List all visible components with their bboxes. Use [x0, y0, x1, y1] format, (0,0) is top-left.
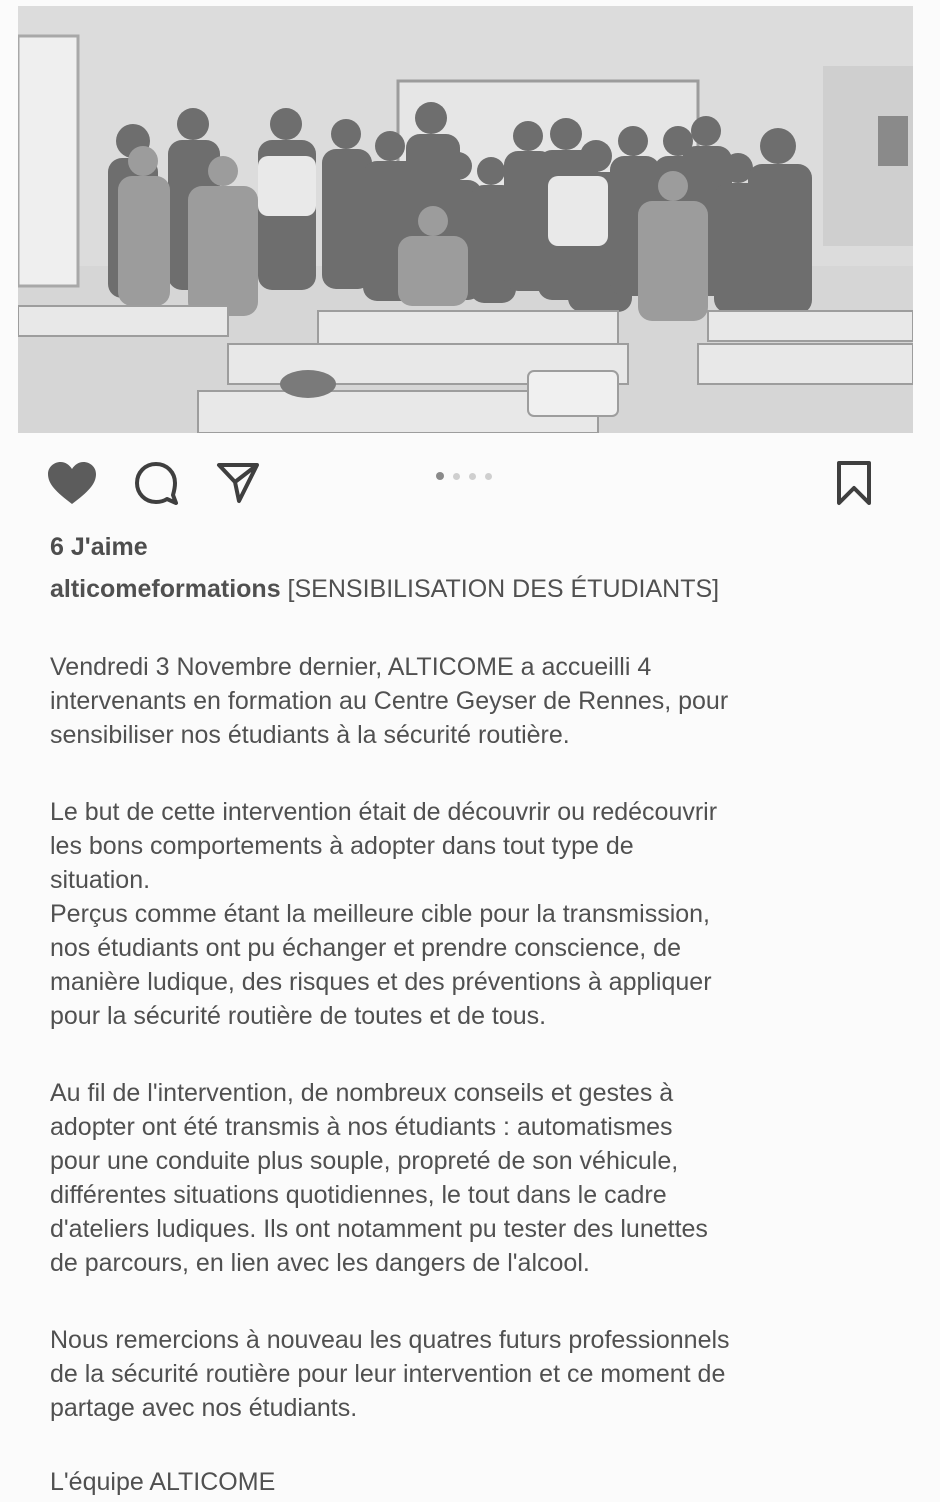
- save-button[interactable]: [826, 455, 882, 511]
- bookmark-icon: [835, 460, 873, 506]
- carousel-dot[interactable]: [469, 473, 476, 480]
- caption-line: intervenants en formation au Centre Geyser de Rennes, pour: [50, 687, 729, 715]
- caption-line: manière ludique, des risques et des préventions à appliquer: [50, 968, 712, 996]
- caption-line: partage avec nos étudiants.: [50, 1394, 358, 1422]
- caption-heading: [50, 575, 910, 604]
- caption-paragraph-3: [50, 1076, 910, 1280]
- caption-line: adopter ont été transmis à nos étudiants : automatismes: [50, 1113, 673, 1141]
- share-button[interactable]: [210, 455, 266, 511]
- heart-icon: [46, 460, 98, 506]
- like-button[interactable]: [44, 455, 100, 511]
- caption-line: Au fil de l'intervention, de nombreux conseils et gestes à: [50, 1079, 674, 1107]
- carousel-indicator: [436, 472, 492, 480]
- group-photo-illustration: [18, 6, 913, 433]
- caption-line: pour une conduite plus souple, propreté de son véhicule,: [50, 1147, 679, 1175]
- caption-line: Le but de cette intervention était de découvrir ou redécouvrir: [50, 798, 718, 826]
- send-icon: [215, 460, 261, 506]
- caption-line: les bons comportements à adopter dans tout type de: [50, 832, 634, 860]
- caption-line: Vendredi 3 Novembre dernier, ALTICOME a accueilli 4: [50, 653, 652, 681]
- caption-line: Nous remercions à nouveau les quatres futurs professionnels: [50, 1326, 730, 1354]
- username-link[interactable]: alticomeformations: [50, 575, 281, 603]
- caption-paragraph-1: [50, 650, 910, 752]
- caption-line: différentes situations quotidiennes, le tout dans le cadre: [50, 1181, 667, 1209]
- carousel-dot[interactable]: [436, 472, 444, 480]
- carousel-dot[interactable]: [485, 473, 492, 480]
- post-actions-bar: [0, 455, 940, 515]
- caption-line: nos étudiants ont pu échanger et prendre conscience, de: [50, 934, 681, 962]
- caption-line: de la sécurité routière pour leur intervention et ce moment de: [50, 1360, 726, 1388]
- like-count[interactable]: 6 J'aime: [50, 533, 148, 561]
- caption-title: [SENSIBILISATION DES ÉTUDIANTS]: [280, 575, 720, 603]
- caption-paragraph-4: [50, 1323, 910, 1425]
- caption-line: Perçus comme étant la meilleure cible pour la transmission,: [50, 900, 710, 928]
- post-photo[interactable]: [18, 6, 913, 433]
- carousel-dot[interactable]: [453, 473, 460, 480]
- comment-icon: [133, 460, 179, 506]
- caption-paragraph-2: [50, 795, 910, 1033]
- caption-line: sensibiliser nos étudiants à la sécurité routière.: [50, 721, 570, 749]
- caption-line: L'équipe ALTICOME: [50, 1468, 276, 1496]
- caption-line: pour la sécurité routière de toutes et de tous.: [50, 1002, 547, 1030]
- caption-line: situation.: [50, 866, 151, 894]
- caption-line: de parcours, en lien avec les dangers de l'alcool.: [50, 1249, 590, 1277]
- comment-button[interactable]: [128, 455, 184, 511]
- caption-line: d'ateliers ludiques. Ils ont notamment pu tester des lunettes: [50, 1215, 708, 1243]
- caption-signature: [50, 1465, 910, 1499]
